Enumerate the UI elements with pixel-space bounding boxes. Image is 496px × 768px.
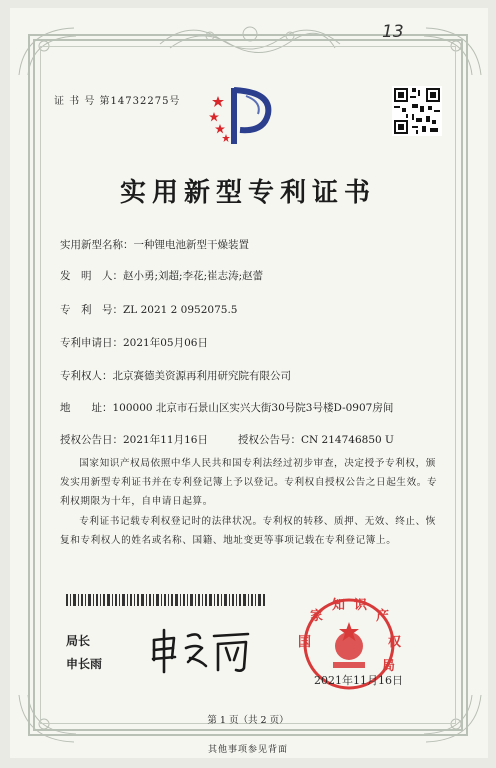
field-label: 授权公告号： <box>238 434 301 446</box>
field-value: 2021年05月06日 <box>123 337 208 349</box>
field-utility-model-name <box>60 237 249 252</box>
field-grant-number <box>238 432 394 447</box>
footer-note: 其他事项参见背面 <box>207 745 288 755</box>
certificate-title: 实用新型专利证书 <box>119 178 376 208</box>
page-number: 第 1 页（共 2 页） <box>207 715 289 726</box>
field-application-date <box>60 335 208 350</box>
svg-text:权: 权 <box>388 635 402 650</box>
svg-text:知: 知 <box>332 598 346 613</box>
legal-status-paragraph: 专利证书记载专利权登记时的法律状况。专利权的转移、质押、无效、终止、恢复和专利权人的姓名或名称、国籍、地址变更等事项记载在专利登记簿上。 <box>60 516 436 546</box>
cnipa-logo-icon <box>206 82 276 148</box>
director-signature <box>148 626 258 676</box>
field-value: 北京赛德美资源再利用研究院有限公司 <box>112 370 291 382</box>
grant-statement-paragraph: 国家知识产权局依照中华人民共和国专利法经过初步审查，决定授予专利权，颁发实用新型专利证书并在专利登记簿上予以登记。专利权自授权公告之日起生效。专利权期限为十年，自申请日起算。 <box>60 458 438 507</box>
svg-text:识: 识 <box>354 598 368 613</box>
field-grant-date <box>60 432 208 447</box>
field-value: 2021年11月16日 <box>123 434 208 446</box>
svg-text:家: 家 <box>310 609 324 624</box>
field-patent-number <box>60 302 237 317</box>
seal-date: 2021年11月16日 <box>314 674 403 687</box>
svg-text:局: 局 <box>382 659 396 674</box>
field-label: 实用新型名称： <box>60 239 134 251</box>
svg-text:产: 产 <box>376 609 390 624</box>
svg-text:国: 国 <box>298 635 312 650</box>
field-label: 专 利 号： <box>60 304 123 316</box>
field-patentee <box>60 368 291 383</box>
director-title: 局长 <box>66 634 91 648</box>
certificate-number: 证 书 号 第14732275号 <box>54 96 181 107</box>
field-label: 授权公告日： <box>60 434 123 446</box>
field-label: 专利权人： <box>60 370 113 382</box>
field-address <box>60 400 393 415</box>
field-value: 赵小勇;刘超;李花;崔志涛;赵蕾 <box>123 270 264 282</box>
field-label: 发 明 人： <box>60 270 123 282</box>
barcode-icon <box>66 594 266 606</box>
director-name: 申长雨 <box>66 657 103 671</box>
field-value: 一种锂电池新型干燥装置 <box>133 239 249 251</box>
field-label: 专利申请日： <box>60 337 123 349</box>
field-label: 地 址： <box>60 402 113 414</box>
field-value: ZL 2021 2 0952075.5 <box>123 304 238 316</box>
field-value: 100000 北京市石景山区实兴大街30号院3号楼D-0907房间 <box>112 402 394 414</box>
field-value: CN 214746850 U <box>301 434 394 446</box>
handwritten-number: 13 <box>382 22 404 42</box>
field-inventors <box>60 268 263 283</box>
qr-code-icon <box>392 86 442 136</box>
